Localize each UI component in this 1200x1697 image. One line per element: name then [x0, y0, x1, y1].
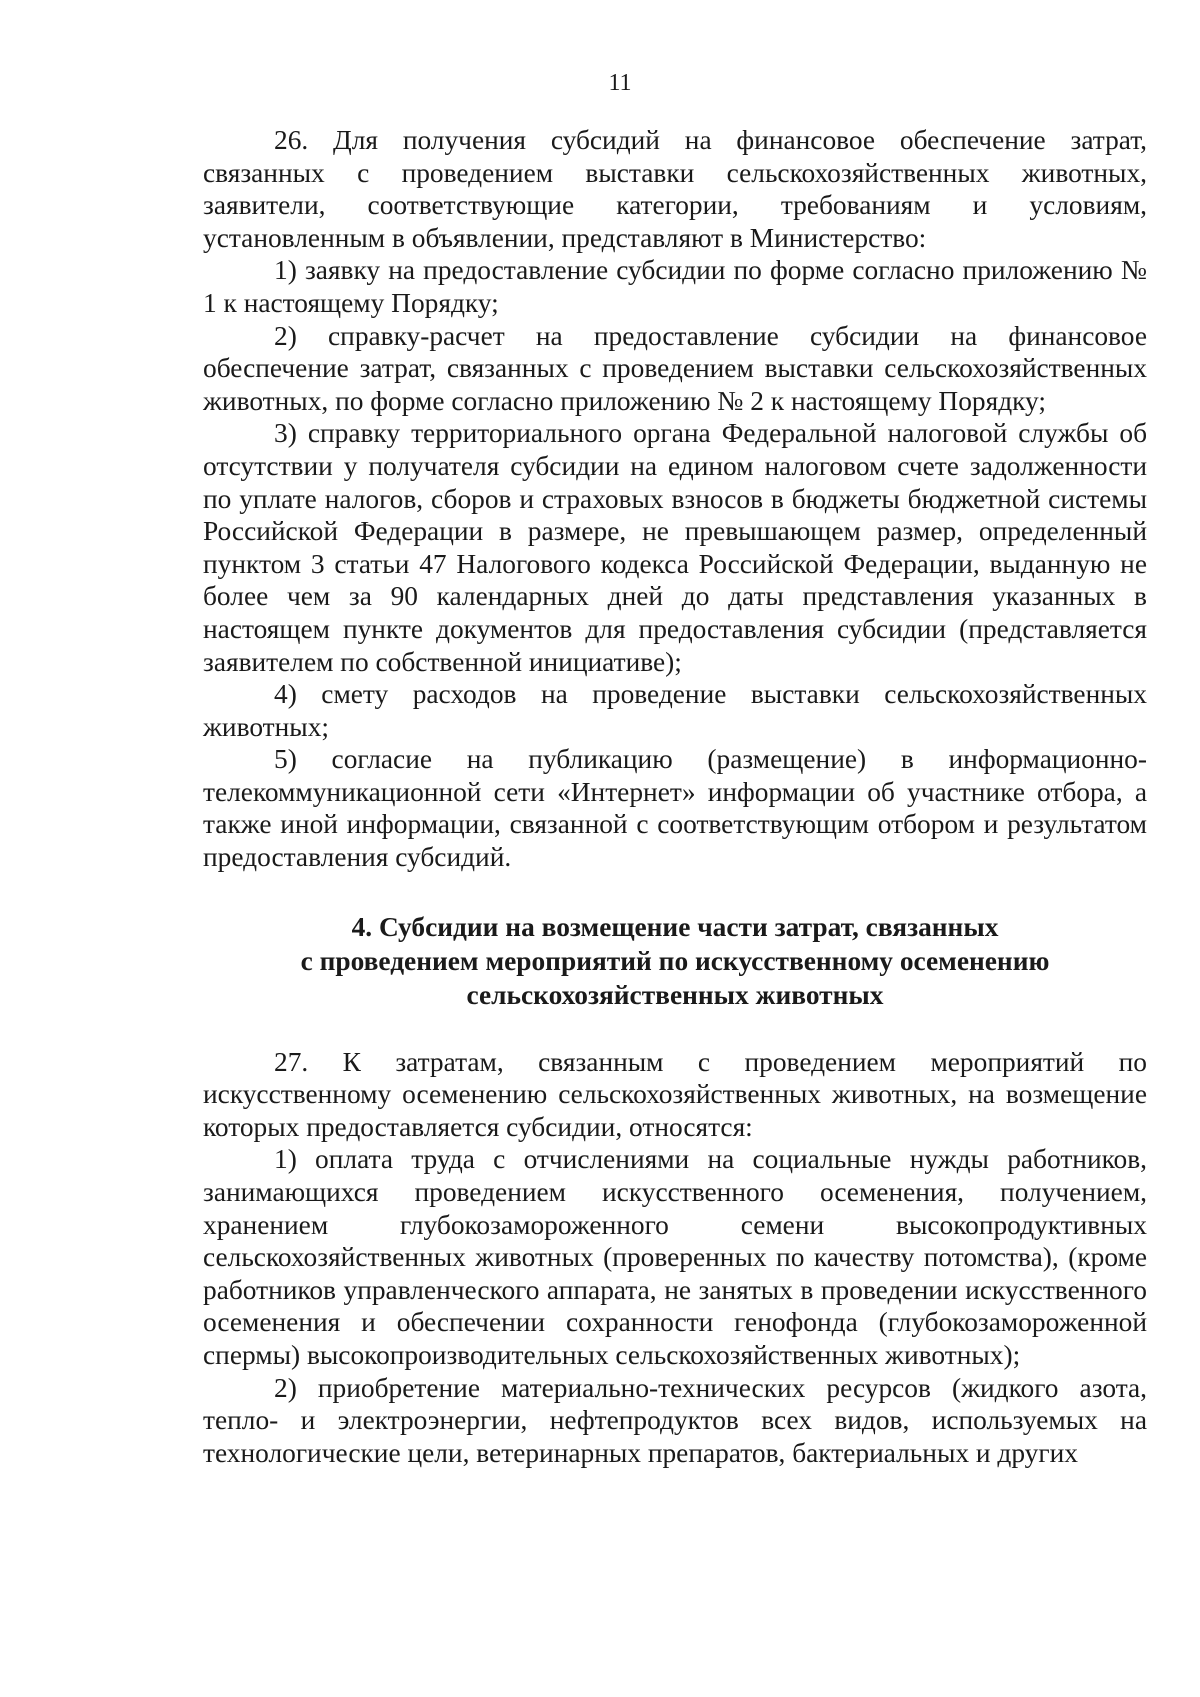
- document-body: [203, 124, 1147, 1469]
- heading-line: 4. Субсидии на возмещение части затрат, связанных: [351, 911, 999, 942]
- heading-line: с проведением мероприятий по искусственному осеменению: [300, 945, 1050, 976]
- list-item: 2) справку-расчет на предоставление субсидии на финансовое обеспечение затрат, связанных с проведением выставки сельскохозяйственных животных, по форме согласно приложению № 2 к настоящему Порядку;: [203, 320, 1147, 416]
- list-item: 3) справку территориального органа Федеральной налоговой службы об отсутствии у получателя субсидии на едином налоговом счете задолженности по уплате налогов, сборов и страховых взносов в бюджеты бюджетной системы Российской Федерации в размере, не превышающем размер, определенный пунктом 3 статьи 47 Налогового кодекса Российской Федерации, выданную не более чем за 90 календарных дней до даты представления указанных в настоящем пункте документов для предоставления субсидии (представляется заявителем по собственной инициативе);: [203, 418, 1147, 677]
- heading-line: сельскохозяйственных животных: [466, 979, 884, 1010]
- list-item: 4) смету расходов на проведение выставки сельскохозяйственных животных;: [203, 679, 1147, 742]
- page-number: 11: [608, 70, 632, 96]
- paragraph-27: 27. К затратам, связанным с проведением мероприятий по искусственному осеменению сельскохозяйственных животных, на возмещение которых предоставляется субсидии, относятся:: [203, 1046, 1147, 1142]
- list-item: 2) приобретение материально-технических ресурсов (жидкого азота, тепло- и электроэнергии, нефтепродуктов всех видов, используемых на технологические цели, ветеринарных препаратов, бактериальных и других: [203, 1372, 1147, 1468]
- paragraph-26: 26. Для получения субсидий на финансовое обеспечение затрат, связанных с проведением выставки сельскохозяйственных животных, заявители, соответствующие категории, требованиям и условиям, установленным в объявлении, представляют в Министерство:: [203, 125, 1147, 253]
- list-item: 5) согласие на публикацию (размещение) в информационно-телекоммуникационной сети «Интернет» информации об участнике отбора, а также иной информации, связанной с соответствующим отбором и результатом предоставления субсидий.: [203, 744, 1147, 873]
- list-item: 1) оплата труда с отчислениями на социальные нужды работников, занимающихся проведением искусственного осеменения, получением, хранением глубокозамороженного семени высокопродуктивных сельскохозяйственных животных (проверенных по качеству потомства), (кроме работников управленческого аппарата, не занятых в проведении искусственного осеменения и обеспечении сохранности генофонда (глубокозамороженной спермы) высокопроизводительных сельскохозяйственных животных);: [203, 1144, 1147, 1370]
- section-4-heading: [203, 910, 1147, 1012]
- list-item: 1) заявку на предоставление субсидии по форме согласно приложению № 1 к настоящему Порядку;: [203, 255, 1147, 318]
